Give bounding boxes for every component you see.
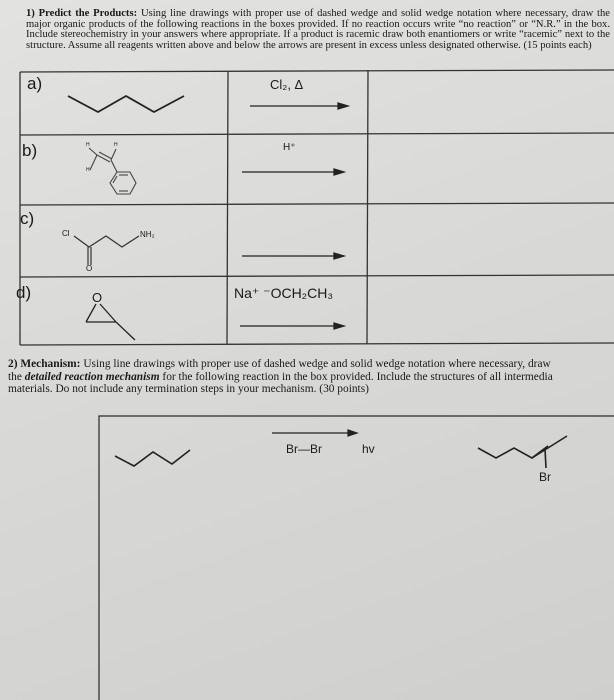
row-a-label: a) (27, 74, 43, 93)
reaction-table-grid (20, 70, 614, 345)
atom-o: O (86, 264, 93, 273)
question-1-title: Predict the Products: (38, 8, 138, 19)
atom-h-2: H (114, 142, 118, 148)
atom-epoxide-o: O (92, 290, 103, 305)
question-1-text: Using line drawings with proper use of dashed wedge and solid wedge notation where necessary, draw the major organic products of the following reactions in the boxes provided. If no reaction occurs write “no reaction” or “N.R.” in the box. Include stereochemistry in your answers where appropriate. If a product is racemic draw both enantiomers or write “racemic” next to the structure. Assume all reagents written above and below the arrows are present in excess unless designated otherwise. (15 points each) (26, 8, 610, 51)
question-2-number: 2) (8, 358, 18, 370)
mechanism-product (478, 436, 567, 468)
question-2-text-a: Using line drawings with proper use of dashed wedge and solid wedge notation where necessary, draw (83, 358, 551, 370)
question-2-text-c: materials. Do not include any termination steps in your mechanism. (30 points) (8, 383, 369, 395)
row-c-label: c) (20, 209, 35, 228)
question-1-number: 1) (26, 8, 35, 19)
row-a-reagent: Cl₂, Δ (270, 77, 304, 92)
mechanism-reagent-br2: Br—Br (286, 442, 322, 456)
question-2-emphasis: detailed reaction mechanism (24, 370, 160, 383)
mechanism-reagent-hv: hv (362, 442, 375, 456)
molecule-d-epoxide (86, 304, 135, 340)
question-2-instructions (8, 358, 614, 396)
mechanism-arrow (272, 430, 357, 436)
atom-cl: Cl (62, 229, 70, 238)
atom-nh2: NH₂ (140, 230, 155, 239)
atom-h-3: H (86, 167, 90, 173)
molecule-a-alkane (68, 96, 184, 112)
row-b-reagent: H⁺ (283, 142, 296, 153)
question-2-text-b-post: for the following reaction in the box provided. Include the structures of all intermedia (162, 370, 553, 383)
row-d-reagent: Na⁺ ⁻OCH₂CH₃ (234, 285, 334, 301)
mechanism-product-br: Br (539, 470, 551, 484)
question-2-title: Mechanism: (20, 358, 81, 370)
atom-h-1: H (86, 142, 90, 148)
molecule-c-acyl-chloride (74, 236, 139, 265)
row-b-label: b) (22, 141, 38, 160)
mechanism-reactant-alkane (115, 450, 190, 466)
molecule-b-styrene (89, 148, 136, 194)
question-2-text-b-pre: the (8, 370, 22, 383)
mechanism-answer-box (99, 416, 614, 700)
row-d-label: d) (16, 283, 32, 302)
